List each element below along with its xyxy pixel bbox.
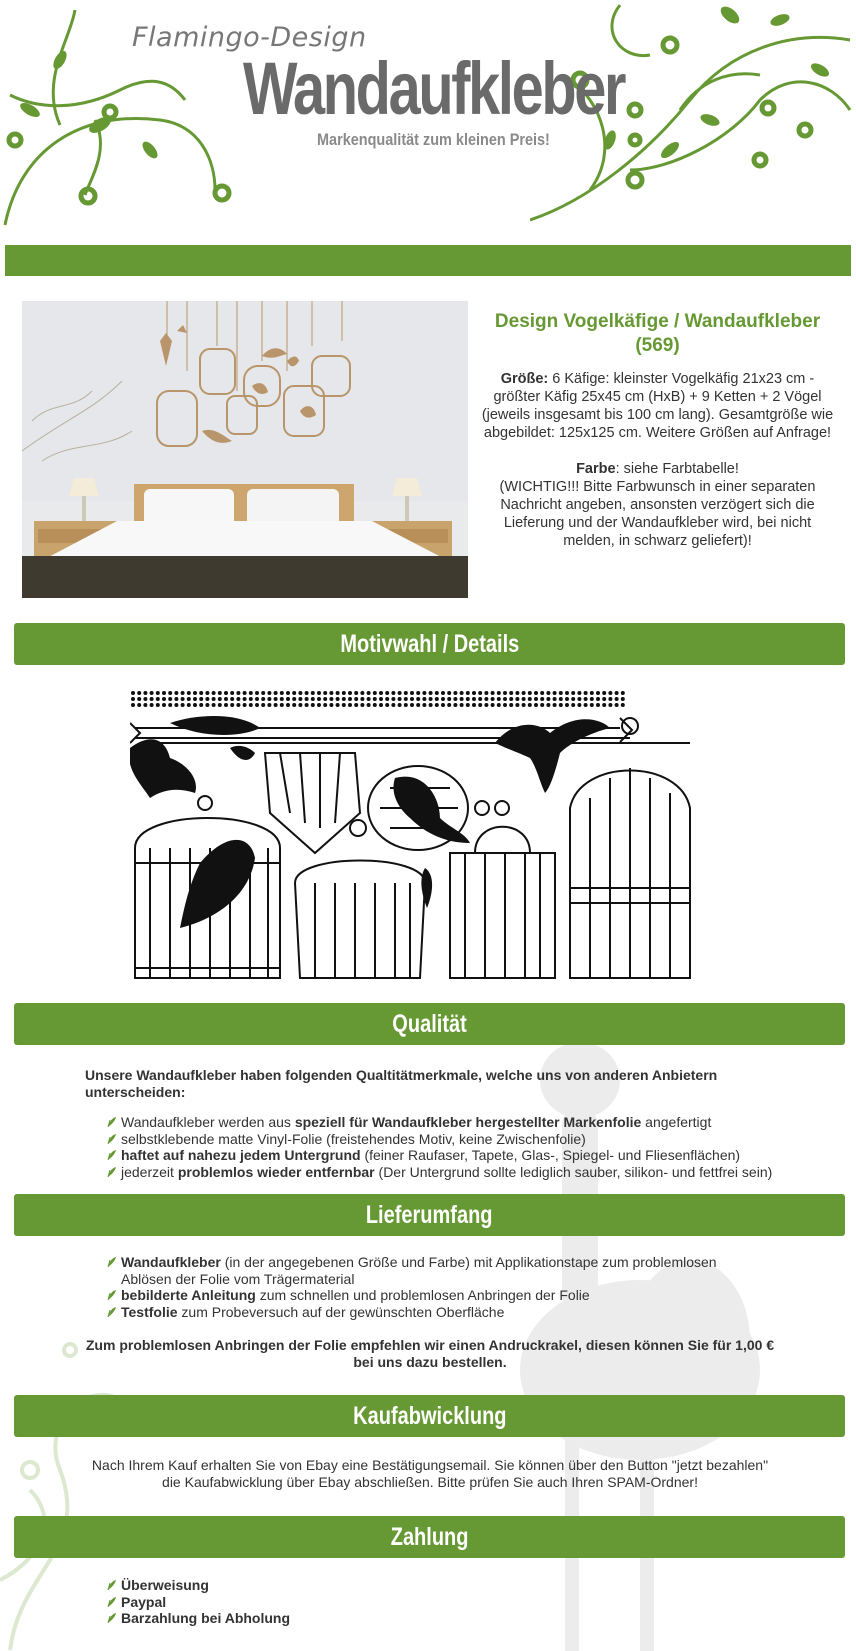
section-header-kaufabwicklung: Kaufabwicklung <box>14 1395 845 1437</box>
payment-item-label: Paypal <box>121 1593 167 1610</box>
leaf-bullet-icon <box>107 1149 117 1161</box>
quality-item-text: (Der Untergrund sollte lediglich sauber, silikon- und fettfrei sein) <box>374 1163 773 1180</box>
quality-item-text: Wandaufkleber werden aus <box>121 1114 295 1130</box>
payment-item <box>107 1610 507 1627</box>
quality-item-text: angefertigt <box>641 1114 712 1130</box>
leaf-bullet-icon <box>107 1133 117 1145</box>
section-header-qualitaet: Qualität <box>14 1003 845 1045</box>
quality-intro: Unsere Wandaufkleber haben folgenden Qualtitätmerkmale, welche uns von anderen Anbietern unterscheiden: <box>85 1067 718 1100</box>
quality-item <box>107 1131 807 1148</box>
checkout-text: Nach Ihrem Kauf erhalten Sie von Ebay eine Bestätigungsemail. Sie können über den Button "jetzt bezahlen" die Kaufabwicklung über Ebay abschließen. Bitte prüfen Sie auch Ihren SPAM-Ordner! <box>91 1457 769 1490</box>
size-label: Größe: <box>500 371 549 387</box>
color-label: Farbe <box>576 461 616 477</box>
section-header-zahlung: Zahlung <box>14 1516 845 1558</box>
payment-item-label: Barzahlung bei Abholung <box>121 1610 291 1626</box>
brand-name: Flamingo-Design <box>132 22 367 53</box>
product-info <box>480 310 835 550</box>
quality-item-text: jederzeit <box>121 1163 178 1180</box>
leaf-bullet-icon <box>107 1306 117 1318</box>
leaf-bullet-icon <box>107 1612 117 1624</box>
delivery-item <box>107 1254 757 1287</box>
delivery-item <box>107 1304 757 1321</box>
quality-item-bold: speziell für Wandaufkleber hergestellter Markenfolie <box>294 1114 642 1130</box>
quality-list <box>107 1114 807 1180</box>
payment-item <box>107 1594 507 1611</box>
quality-item-text: selbstklebende matte Vinyl-Folie (freistehendes Motiv, keine Zwischenfolie) <box>121 1130 586 1147</box>
leaf-bullet-icon <box>107 1256 117 1268</box>
product-title: Design Vogelkäfige / Wandaufkleber (569) <box>494 311 821 356</box>
size-text: 6 Käfige: kleinster Vogelkäfig 21x23 cm - größter Käfig 25x45 cm (HxB) + 9 Ketten + 2 Vögel (jeweils insgesamt bis 100 cm lang). Gesamtgröße wie abgebildet: 125x125 cm. Weitere Größen auf Anfrage! <box>481 371 834 441</box>
delivery-item-text: zum schnellen und problemlosen Anbringen der Folie <box>255 1287 590 1303</box>
product-color <box>480 460 835 478</box>
motif-detail-drawing <box>130 688 730 980</box>
delivery-item-bold: bebilderte Anleitung <box>121 1287 256 1303</box>
leaf-bullet-icon <box>107 1166 117 1178</box>
quality-item <box>107 1164 807 1181</box>
quality-item <box>107 1147 807 1164</box>
leaf-bullet-icon <box>107 1579 117 1591</box>
quality-item-bold: problemlos wieder entfernbar <box>177 1163 375 1180</box>
nav-bar <box>5 245 851 276</box>
payment-list <box>107 1577 507 1627</box>
delivery-note: Zum problemlosen Anbringen der Folie empfehlen wir einen Andruckrakel, diesen können Sie für 1,00 € bei uns dazu bestellen. <box>85 1337 775 1370</box>
site-tagline: Markenqualität zum kleinen Preis! <box>317 130 550 149</box>
color-text: : siehe Farbtabelle! <box>615 461 739 477</box>
quality-item-text: (feiner Raufaser, Tapete, Glas-, Spiegel- und Fliesenflächen) <box>360 1147 741 1163</box>
product-photo <box>22 301 468 598</box>
delivery-item <box>107 1287 757 1304</box>
payment-item <box>107 1577 507 1594</box>
product-size <box>480 370 835 442</box>
delivery-item-text: (in der angegebenen Größe und Farbe) mit Applikationstape zum problemlosen Ablösen der Folie vom Trägermaterial <box>121 1254 717 1287</box>
quality-item-bold: haftet auf nahezu jedem Untergrund <box>121 1147 361 1163</box>
leaf-bullet-icon <box>107 1116 117 1128</box>
header-banner <box>0 0 856 235</box>
product-important-note: (WICHTIG!!! Bitte Farbwunsch in einer separaten Nachricht angeben, ansonsten verzögert sich die Lieferung und der Wandaufkleber wird, bei nicht melden, in schwarz geliefert)! <box>499 479 816 549</box>
delivery-item-bold: Testfolie <box>121 1303 178 1320</box>
site-title: Wandaufkleber <box>243 47 625 130</box>
leaf-bullet-icon <box>107 1596 117 1608</box>
section-header-lieferumfang: Lieferumfang <box>14 1194 845 1236</box>
delivery-item-text: zum Probeversuch auf der gewünschten Oberfläche <box>177 1303 505 1320</box>
delivery-item-bold: Wandaufkleber <box>121 1254 221 1270</box>
payment-item-label: Überweisung <box>121 1577 209 1593</box>
quality-item <box>107 1114 807 1131</box>
leaf-bullet-icon <box>107 1289 117 1301</box>
section-header-motiv: Motivwahl / Details <box>14 623 845 665</box>
delivery-list <box>107 1254 757 1320</box>
